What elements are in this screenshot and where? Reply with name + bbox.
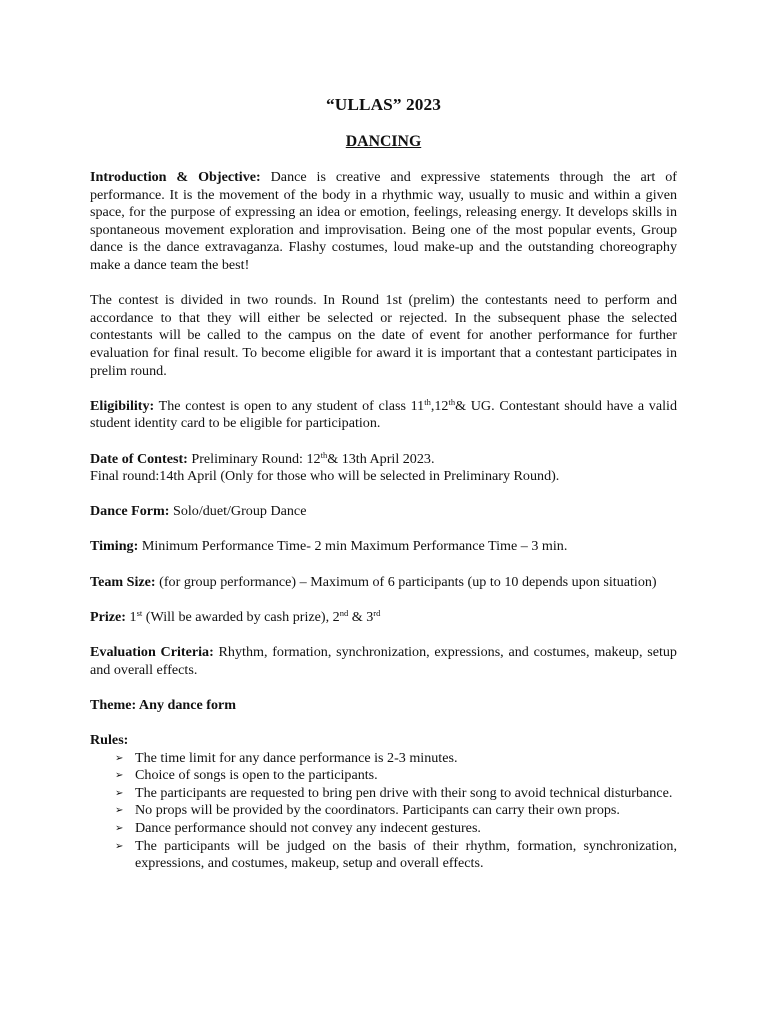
rule-item — [115, 767, 677, 785]
eligibility-text-c: & UG. Contestant should have a valid student identity card to be eligible for participation. — [90, 397, 677, 432]
rule-item — [115, 750, 677, 768]
timing-label: Timing: — [90, 538, 139, 555]
prize-label: Prize: — [90, 608, 126, 625]
eligibility-label: Eligibility: — [90, 397, 155, 414]
event-name-heading: DANCING — [345, 133, 422, 150]
prize-sup-c: rd — [373, 607, 381, 618]
date-text-a: Preliminary Round: 12 — [187, 450, 321, 467]
arrow-bullet-icon: ➢ — [115, 752, 124, 764]
intro-text: Dance is creative and expressive statements through the art of performance. It is the movement of the body in a rhythmic way, usually to music and within a given space, for the purpose of expressing an idea or emotion, feelings, releasing energy. It develops skills in spontaneous movement exploration and improvisation. Being one of the most popular events, Group dance is the dance extravaganza. Flashy costumes, loud make-up and the outstanding choreography make a dance team the best! — [90, 169, 677, 273]
rules-label: Rules: — [90, 732, 129, 748]
intro-label: Introduction & Objective: — [90, 169, 261, 185]
arrow-bullet-icon: ➢ — [115, 787, 124, 799]
document-title: “ULLAS” 2023 — [326, 95, 441, 114]
team-size-paragraph — [90, 574, 677, 592]
timing-paragraph — [90, 538, 677, 556]
rule-item — [115, 838, 677, 873]
rule-text: The participants are requested to bring pen drive with their song to avoid technical disturbance. — [135, 784, 673, 801]
rule-item — [115, 802, 677, 820]
prize-sup-a: st — [136, 607, 143, 618]
evaluation-text: Rhythm, formation, synchronization, expressions, and costumes, makeup, setup and overall effects. — [90, 644, 677, 678]
rules-list — [90, 750, 677, 873]
prize-text-b: (Will be awarded by cash prize), 2 — [142, 608, 340, 625]
arrow-bullet-icon: ➢ — [115, 822, 124, 834]
prize-text-c: & 3 — [348, 608, 374, 625]
rule-text: The time limit for any dance performance is 2-3 minutes. — [135, 749, 458, 766]
final-round-line: Final round:14th April (Only for those who will be selected in Preliminary Round). — [90, 468, 560, 485]
timing-text: Minimum Performance Time- 2 min Maximum Performance Time – 3 min. — [138, 538, 568, 555]
arrow-bullet-icon: ➢ — [115, 840, 124, 852]
date-label: Date of Contest: — [90, 450, 188, 467]
theme-label: Theme: Any dance form — [90, 696, 237, 713]
rule-text: Dance performance should not convey any indecent gestures. — [135, 819, 481, 836]
theme-paragraph — [90, 697, 677, 715]
contest-rounds-paragraph: The contest is divided in two rounds. In Round 1st (prelim) the contestants need to perform and accordance to that they will either be selected or rejected. In the subsequent phase the selected contestants will be called to the campus on the date of event for another performance for further evaluation for final result. To become eligible for award it is important that a contestant participates in prelim round. — [90, 292, 677, 379]
date-sup-a: th — [320, 449, 328, 460]
dance-form-text: Solo/duet/Group Dance — [169, 503, 307, 520]
date-text-b: & 13th April 2023. — [327, 450, 435, 467]
date-paragraph — [90, 451, 677, 469]
rule-text: The participants will be judged on the basis of their rhythm, formation, synchronization, expressions, and costumes, makeup, setup and overall effects. — [135, 837, 677, 872]
intro-paragraph — [90, 169, 677, 275]
rule-text: No props will be provided by the coordinators. Participants can carry their own props. — [135, 802, 620, 819]
eligibility-text-a: The contest is open to any student of class 11 — [154, 397, 425, 414]
evaluation-label: Evaluation Criteria: — [90, 644, 214, 661]
team-size-label: Team Size: — [90, 573, 156, 590]
evaluation-paragraph — [90, 644, 677, 679]
prize-sup-b: nd — [339, 607, 349, 618]
prize-paragraph — [90, 609, 677, 627]
dance-form-paragraph — [90, 503, 677, 521]
eligibility-sup-a: th — [424, 396, 431, 407]
arrow-bullet-icon: ➢ — [115, 805, 124, 817]
eligibility-paragraph — [90, 398, 677, 433]
rule-item — [115, 785, 677, 803]
rules-heading — [90, 732, 677, 750]
arrow-bullet-icon: ➢ — [115, 770, 124, 782]
prize-text-a: 1 — [126, 608, 137, 625]
eligibility-sup-b: th — [448, 396, 456, 407]
team-size-text: (for group performance) – Maximum of 6 participants (up to 10 depends upon situation) — [155, 573, 657, 590]
dance-form-label: Dance Form: — [90, 503, 170, 520]
eligibility-text-b: ,12 — [430, 397, 449, 414]
rule-text: Choice of songs is open to the participants. — [135, 767, 378, 784]
rule-item — [115, 820, 677, 838]
